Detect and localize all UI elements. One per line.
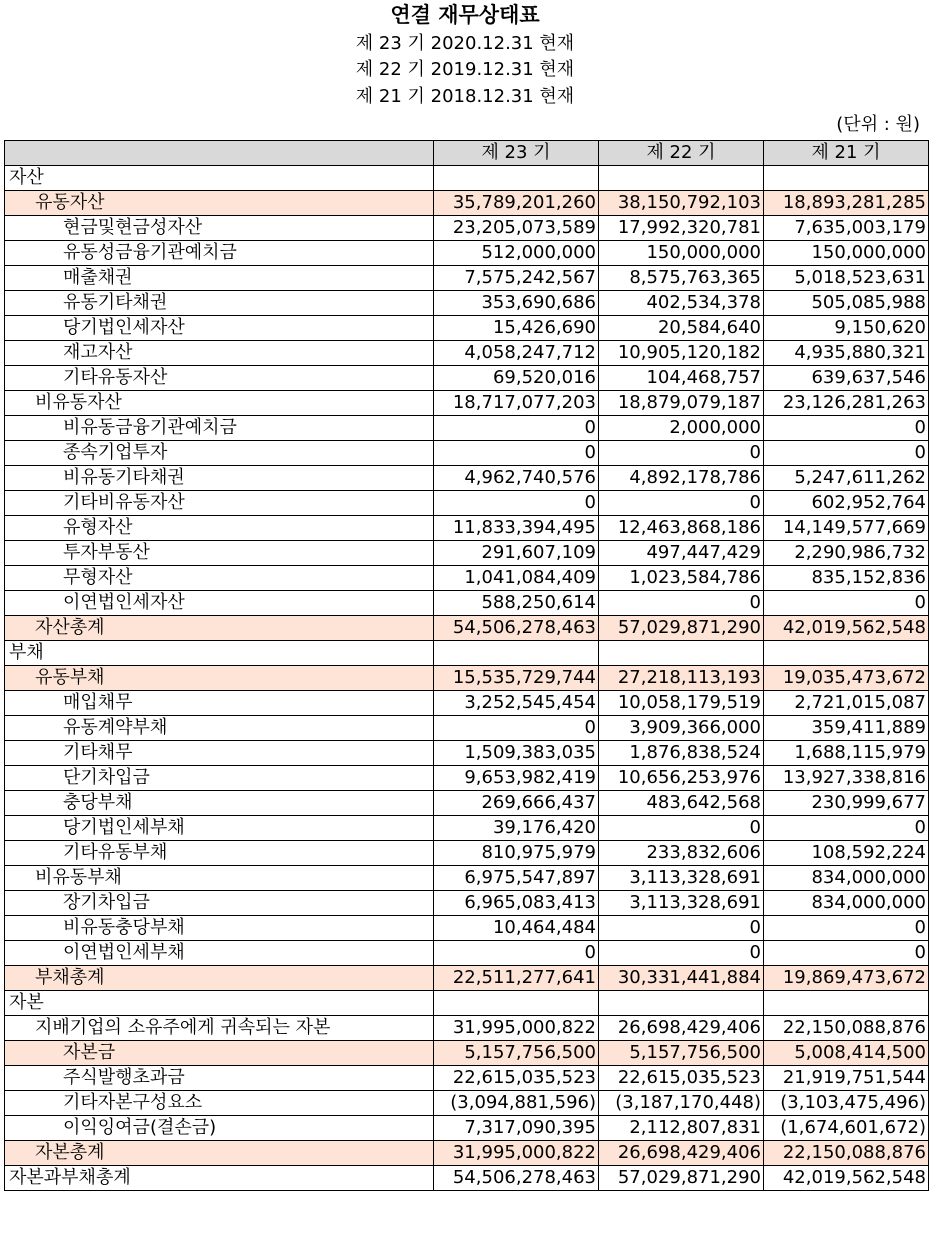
table-row: [5, 766, 929, 791]
value-cell-period-23: 6,965,083,413: [434, 891, 599, 916]
account-label: 유동성금융기관예치금: [5, 241, 434, 266]
value-cell-period-23: 4,962,740,576: [434, 466, 599, 491]
value-cell-period-23: 23,205,073,589: [434, 216, 599, 241]
value-cell-period-23: 11,833,394,495: [434, 516, 599, 541]
value-cell-period-22: 0: [599, 491, 764, 516]
header-period-23: 제 23 기: [434, 141, 599, 166]
value-cell-period-23: 22,615,035,523: [434, 1066, 599, 1091]
value-cell-period-22: 0: [599, 816, 764, 841]
value-cell-period-22: 3,113,328,691: [599, 866, 764, 891]
value-cell-period-23: 31,995,000,822: [434, 1016, 599, 1041]
value-cell-period-23: 15,535,729,744: [434, 666, 599, 691]
value-cell-period-22: 17,992,320,781: [599, 216, 764, 241]
balance-sheet-table: [4, 140, 929, 1191]
table-row: [5, 916, 929, 941]
value-cell-period-21: 150,000,000: [764, 241, 929, 266]
account-label: 자본금: [5, 1041, 434, 1066]
value-cell-period-21: 2,721,015,087: [764, 691, 929, 716]
value-cell-period-21: 1,688,115,979: [764, 741, 929, 766]
value-cell-period-23: 0: [434, 416, 599, 441]
value-cell-period-22: [599, 991, 764, 1016]
account-label: 장기차입금: [5, 891, 434, 916]
value-cell-period-22: 10,656,253,976: [599, 766, 764, 791]
table-row: [5, 1141, 929, 1166]
account-label: 기타유동자산: [5, 366, 434, 391]
value-cell-period-22: 5,157,756,500: [599, 1041, 764, 1066]
value-cell-period-22: 0: [599, 441, 764, 466]
value-cell-period-22: [599, 641, 764, 666]
value-cell-period-23: 5,157,756,500: [434, 1041, 599, 1066]
table-row: [5, 191, 929, 216]
account-label: 자산: [5, 166, 434, 191]
table-row: [5, 866, 929, 891]
value-cell-period-22: 57,029,871,290: [599, 616, 764, 641]
table-row: [5, 466, 929, 491]
account-label: 재고자산: [5, 341, 434, 366]
value-cell-period-21: 22,150,088,876: [764, 1141, 929, 1166]
table-row: [5, 391, 929, 416]
value-cell-period-22: 0: [599, 941, 764, 966]
value-cell-period-23: 4,058,247,712: [434, 341, 599, 366]
value-cell-period-21: 230,999,677: [764, 791, 929, 816]
unit-label: (단위 : 원): [836, 114, 920, 135]
value-cell-period-23: 35,789,201,260: [434, 191, 599, 216]
value-cell-period-23: 0: [434, 941, 599, 966]
value-cell-period-23: (3,094,881,596): [434, 1091, 599, 1116]
value-cell-period-21: 18,893,281,285: [764, 191, 929, 216]
value-cell-period-22: 0: [599, 916, 764, 941]
value-cell-period-22: 150,000,000: [599, 241, 764, 266]
account-label: 충당부채: [5, 791, 434, 816]
value-cell-period-22: 233,832,606: [599, 841, 764, 866]
value-cell-period-23: [434, 641, 599, 666]
account-label: 자본과부채총계: [5, 1166, 434, 1191]
table-row: [5, 666, 929, 691]
value-cell-period-23: 1,509,383,035: [434, 741, 599, 766]
value-cell-period-21: 0: [764, 441, 929, 466]
value-cell-period-21: 0: [764, 941, 929, 966]
value-cell-period-22: 12,463,868,186: [599, 516, 764, 541]
value-cell-period-21: 639,637,546: [764, 366, 929, 391]
header-period-21: 제 21 기: [764, 141, 929, 166]
value-cell-period-22: 8,575,763,365: [599, 266, 764, 291]
value-cell-period-21: 0: [764, 916, 929, 941]
table-row: [5, 941, 929, 966]
value-cell-period-21: [764, 166, 929, 191]
table-row: [5, 366, 929, 391]
account-label: 자산총계: [5, 616, 434, 641]
table-row: [5, 516, 929, 541]
value-cell-period-23: 54,506,278,463: [434, 616, 599, 641]
value-cell-period-22: 30,331,441,884: [599, 966, 764, 991]
value-cell-period-21: 42,019,562,548: [764, 616, 929, 641]
account-label: 자본총계: [5, 1141, 434, 1166]
value-cell-period-22: 57,029,871,290: [599, 1166, 764, 1191]
value-cell-period-21: 9,150,620: [764, 316, 929, 341]
table-row: [5, 1091, 929, 1116]
value-cell-period-22: 0: [599, 591, 764, 616]
header-period-22: 제 22 기: [599, 141, 764, 166]
account-label: 종속기업투자: [5, 441, 434, 466]
value-cell-period-23: [434, 166, 599, 191]
account-label: 매입채무: [5, 691, 434, 716]
table-row: [5, 416, 929, 441]
value-cell-period-22: 497,447,429: [599, 541, 764, 566]
value-cell-period-21: 835,152,836: [764, 566, 929, 591]
account-label: 유동계약부채: [5, 716, 434, 741]
value-cell-period-21: 19,035,473,672: [764, 666, 929, 691]
value-cell-period-23: 31,995,000,822: [434, 1141, 599, 1166]
table-row: [5, 991, 929, 1016]
account-label: 기타유동부채: [5, 841, 434, 866]
table-row: [5, 1016, 929, 1041]
account-label: 유동부채: [5, 666, 434, 691]
value-cell-period-22: 2,000,000: [599, 416, 764, 441]
table-row: [5, 841, 929, 866]
table-row: [5, 791, 929, 816]
value-cell-period-21: (3,103,475,496): [764, 1091, 929, 1116]
value-cell-period-23: 3,252,545,454: [434, 691, 599, 716]
account-label: 비유동부채: [5, 866, 434, 891]
value-cell-period-23: 7,317,090,395: [434, 1116, 599, 1141]
value-cell-period-21: 21,919,751,544: [764, 1066, 929, 1091]
value-cell-period-21: 108,592,224: [764, 841, 929, 866]
value-cell-period-23: 9,653,982,419: [434, 766, 599, 791]
table-row: [5, 716, 929, 741]
value-cell-period-23: 39,176,420: [434, 816, 599, 841]
value-cell-period-22: (3,187,170,448): [599, 1091, 764, 1116]
value-cell-period-22: 10,058,179,519: [599, 691, 764, 716]
value-cell-period-22: 10,905,120,182: [599, 341, 764, 366]
value-cell-period-23: 1,041,084,409: [434, 566, 599, 591]
account-label: 이연법인세부채: [5, 941, 434, 966]
value-cell-period-23: 54,506,278,463: [434, 1166, 599, 1191]
value-cell-period-21: 42,019,562,548: [764, 1166, 929, 1191]
value-cell-period-21: 19,869,473,672: [764, 966, 929, 991]
header-account: [5, 141, 434, 166]
value-cell-period-22: 104,468,757: [599, 366, 764, 391]
value-cell-period-22: 2,112,807,831: [599, 1116, 764, 1141]
value-cell-period-23: [434, 991, 599, 1016]
value-cell-period-22: 3,909,366,000: [599, 716, 764, 741]
value-cell-period-22: 4,892,178,786: [599, 466, 764, 491]
value-cell-period-21: 14,149,577,669: [764, 516, 929, 541]
value-cell-period-21: 5,008,414,500: [764, 1041, 929, 1066]
table-row: [5, 1041, 929, 1066]
account-label: 기타채무: [5, 741, 434, 766]
value-cell-period-23: 512,000,000: [434, 241, 599, 266]
table-row: [5, 816, 929, 841]
value-cell-period-22: [599, 166, 764, 191]
period-23: 제 23 기 2020.12.31 현재: [355, 33, 575, 54]
value-cell-period-22: 26,698,429,406: [599, 1016, 764, 1041]
table-row: [5, 1116, 929, 1141]
table-row: [5, 591, 929, 616]
value-cell-period-21: 0: [764, 591, 929, 616]
table-row: [5, 291, 929, 316]
value-cell-period-22: 483,642,568: [599, 791, 764, 816]
table-row: [5, 741, 929, 766]
table-row: [5, 891, 929, 916]
value-cell-period-23: 0: [434, 491, 599, 516]
value-cell-period-22: 26,698,429,406: [599, 1141, 764, 1166]
value-cell-period-23: 269,666,437: [434, 791, 599, 816]
account-label: 투자부동산: [5, 541, 434, 566]
value-cell-period-21: [764, 991, 929, 1016]
value-cell-period-23: 15,426,690: [434, 316, 599, 341]
account-label: 유동기타채권: [5, 291, 434, 316]
value-cell-period-23: 353,690,686: [434, 291, 599, 316]
value-cell-period-23: 6,975,547,897: [434, 866, 599, 891]
account-label: 부채: [5, 641, 434, 666]
value-cell-period-21: 4,935,880,321: [764, 341, 929, 366]
table-row: [5, 166, 929, 191]
account-label: 주식발행초과금: [5, 1066, 434, 1091]
account-label: 유동자산: [5, 191, 434, 216]
table-row: [5, 266, 929, 291]
account-label: 부채총계: [5, 966, 434, 991]
value-cell-period-21: 834,000,000: [764, 866, 929, 891]
value-cell-period-23: 291,607,109: [434, 541, 599, 566]
period-22: 제 22 기 2019.12.31 현재: [355, 59, 575, 80]
account-label: 기타비유동자산: [5, 491, 434, 516]
account-label: 당기법인세자산: [5, 316, 434, 341]
account-label: 이연법인세자산: [5, 591, 434, 616]
value-cell-period-23: 588,250,614: [434, 591, 599, 616]
value-cell-period-22: 402,534,378: [599, 291, 764, 316]
value-cell-period-23: 10,464,484: [434, 916, 599, 941]
account-label: 자본: [5, 991, 434, 1016]
value-cell-period-21: 359,411,889: [764, 716, 929, 741]
report-title: 연결 재무상태표: [390, 3, 540, 27]
account-label: 현금및현금성자산: [5, 216, 434, 241]
value-cell-period-23: 22,511,277,641: [434, 966, 599, 991]
value-cell-period-21: 22,150,088,876: [764, 1016, 929, 1041]
value-cell-period-21: 23,126,281,263: [764, 391, 929, 416]
table-row: [5, 616, 929, 641]
table-row: [5, 541, 929, 566]
value-cell-period-21: 834,000,000: [764, 891, 929, 916]
value-cell-period-22: 18,879,079,187: [599, 391, 764, 416]
table-row: [5, 316, 929, 341]
account-label: 비유동충당부채: [5, 916, 434, 941]
value-cell-period-21: 505,085,988: [764, 291, 929, 316]
value-cell-period-21: 7,635,003,179: [764, 216, 929, 241]
account-label: 지배기업의 소유주에게 귀속되는 자본: [5, 1016, 434, 1041]
table-row: [5, 241, 929, 266]
value-cell-period-21: 0: [764, 416, 929, 441]
value-cell-period-21: (1,674,601,672): [764, 1116, 929, 1141]
account-label: 유형자산: [5, 516, 434, 541]
table-row: [5, 966, 929, 991]
value-cell-period-21: 602,952,764: [764, 491, 929, 516]
value-cell-period-21: [764, 641, 929, 666]
table-row: [5, 216, 929, 241]
account-label: 무형자산: [5, 566, 434, 591]
table-row: [5, 641, 929, 666]
table-row: [5, 691, 929, 716]
account-label: 비유동금융기관예치금: [5, 416, 434, 441]
table-row: [5, 1166, 929, 1191]
value-cell-period-22: 1,876,838,524: [599, 741, 764, 766]
value-cell-period-23: 0: [434, 716, 599, 741]
value-cell-period-21: 0: [764, 816, 929, 841]
value-cell-period-22: 20,584,640: [599, 316, 764, 341]
account-label: 당기법인세부채: [5, 816, 434, 841]
table-row: [5, 341, 929, 366]
value-cell-period-23: 69,520,016: [434, 366, 599, 391]
value-cell-period-21: 5,018,523,631: [764, 266, 929, 291]
value-cell-period-22: 27,218,113,193: [599, 666, 764, 691]
value-cell-period-23: 0: [434, 441, 599, 466]
value-cell-period-22: 22,615,035,523: [599, 1066, 764, 1091]
table-header-row: [5, 141, 929, 166]
value-cell-period-22: 38,150,792,103: [599, 191, 764, 216]
value-cell-period-21: 2,290,986,732: [764, 541, 929, 566]
value-cell-period-22: 3,113,328,691: [599, 891, 764, 916]
table-row: [5, 491, 929, 516]
account-label: 비유동기타채권: [5, 466, 434, 491]
account-label: 이익잉여금(결손금): [5, 1116, 434, 1141]
value-cell-period-21: 5,247,611,262: [764, 466, 929, 491]
account-label: 기타자본구성요소: [5, 1091, 434, 1116]
value-cell-period-21: 13,927,338,816: [764, 766, 929, 791]
value-cell-period-23: 810,975,979: [434, 841, 599, 866]
table-row: [5, 441, 929, 466]
value-cell-period-22: 1,023,584,786: [599, 566, 764, 591]
value-cell-period-23: 18,717,077,203: [434, 391, 599, 416]
account-label: 매출채권: [5, 266, 434, 291]
table-row: [5, 1066, 929, 1091]
account-label: 비유동자산: [5, 391, 434, 416]
account-label: 단기차입금: [5, 766, 434, 791]
period-21: 제 21 기 2018.12.31 현재: [355, 86, 575, 107]
table-row: [5, 566, 929, 591]
value-cell-period-23: 7,575,242,567: [434, 266, 599, 291]
